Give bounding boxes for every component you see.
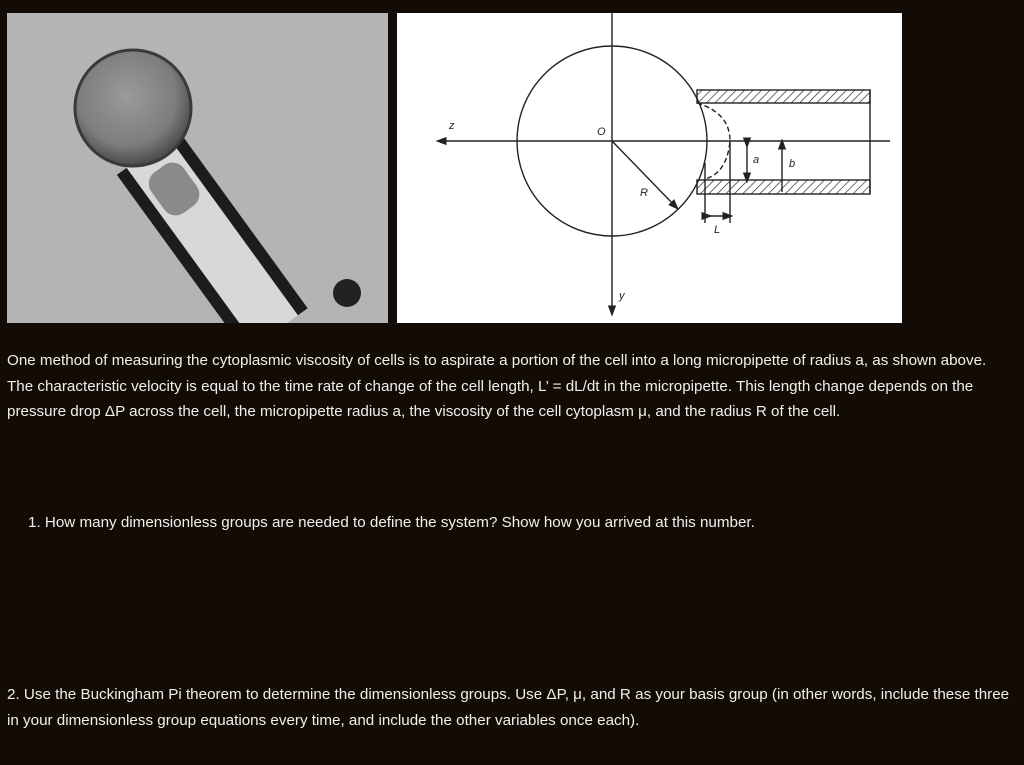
y-label: y (619, 290, 625, 302)
radius-label: R (640, 187, 648, 199)
b-label: b (789, 158, 796, 170)
z-label: z (449, 120, 455, 132)
a-label: a (753, 154, 760, 166)
question-2: 2. Use the Buckingham Pi theorem to determine the dimensionless groups. Use ΔP, μ, and R as your basis group (in other words, include these three in your dimensionless group equations every time, and include the other variables once each). (7, 686, 1010, 729)
question-1: 1. How many dimensionless groups are needed to define the system? Show how you arrived at this number. (28, 514, 755, 531)
micropipette-aspiration-photo (7, 13, 388, 323)
origin-label: O (597, 126, 606, 138)
micropipette-diagram (397, 13, 902, 323)
l-label: L (714, 224, 721, 236)
intro-paragraph: One method of measuring the cytoplasmic viscosity of cells is to aspirate a portion of the cell into a long micropipette of radius a, as shown above. The characteristic velocity is equal to the time rate of change of the cell length, L’ = dL/dt in the micropipette. This length change depends on the pressure drop ΔP across the cell, the micropipette radius a, the viscosity of the cell cytoplasm μ, and the radius R of the cell. (7, 352, 987, 421)
